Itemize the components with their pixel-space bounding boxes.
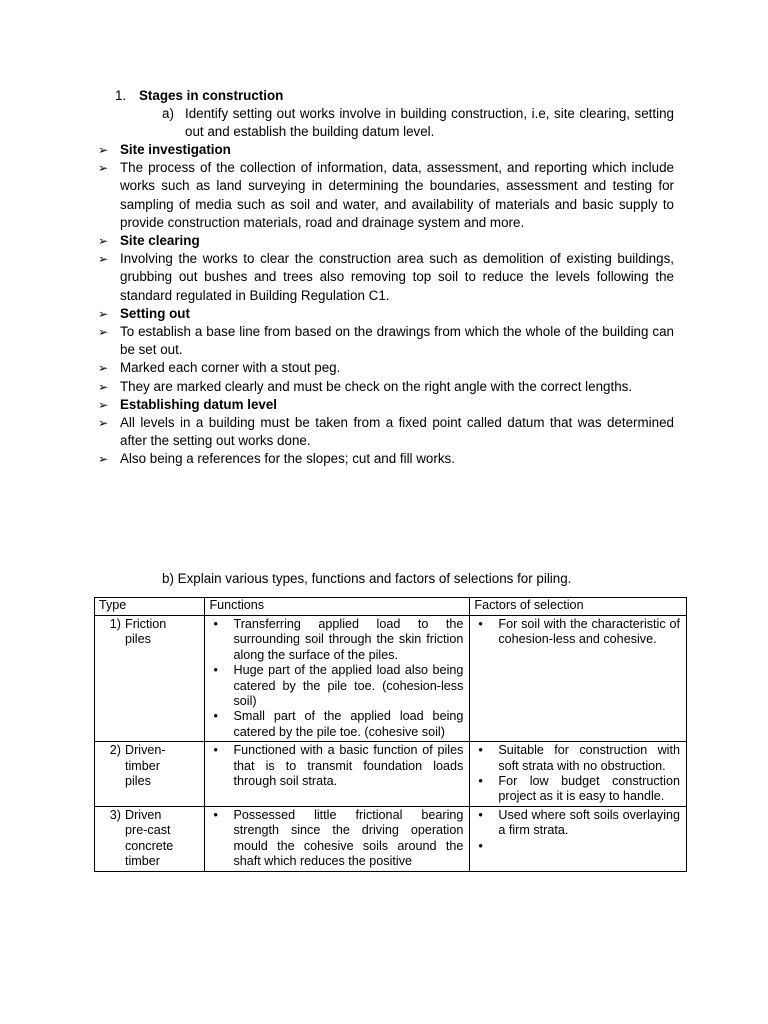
arrow-bullet-icon: ➢: [98, 361, 109, 376]
table-row: [95, 806, 687, 871]
subsection-b-text: Explain various types, functions and factors of selections for piling.: [177, 571, 572, 586]
bullet-text: Site clearing: [120, 233, 200, 249]
subsection-a-label: a): [162, 106, 174, 121]
arrow-bullet-icon: ➢: [98, 234, 109, 249]
bullet-text: All levels in a building must be taken from a fixed point called datum that was determined after the setting out works done.: [120, 415, 674, 449]
bullet-text: The process of the collection of information, data, assessment, and reporting which include works such as land surveying in determining the boundaries, assessment and testing for sampling of media such as soil and water, and availability of materials and basic supply to provide construction materials, road and drainage system and more.: [120, 160, 674, 230]
subsection-a: [162, 105, 674, 141]
type-cell: [95, 742, 205, 807]
bullet-text: Also being a references for the slopes; cut and fill works.: [120, 451, 455, 467]
functions-list: [209, 808, 463, 870]
list-item: • Functioned with a basic function of piles that is to transmit foundation loads through soil strata.: [209, 743, 463, 789]
arrow-bullet-list: [98, 141, 674, 469]
factors-list: [474, 808, 680, 839]
list-item: [98, 159, 674, 232]
type-cell: [95, 616, 205, 742]
list-item: • For low budget construction project as it is easy to handle.: [474, 774, 680, 805]
pile-type-name: Driven pre-cast concrete timber: [125, 807, 174, 869]
arrow-bullet-icon: ➢: [98, 397, 109, 412]
subsection-b-label: b): [162, 571, 174, 586]
section-heading: [115, 87, 283, 105]
arrow-bullet-icon: ➢: [98, 252, 109, 267]
list-item: [98, 378, 674, 396]
table-row: [95, 742, 687, 807]
functions-cell: [205, 616, 470, 742]
row-number: 1): [109, 617, 121, 631]
list-item: [98, 323, 674, 359]
bullet-text: Involving the works to clear the construction area such as demolition of existing buildings, grubbing out bushes and trees also removing top soil to reduce the levels following the standard regulated in Building Regulation C1.: [120, 251, 674, 303]
list-item: • For soil with the characteristic of cohesion-less and cohesive.: [474, 617, 680, 648]
factors-cell: [470, 616, 687, 742]
subsection-a-text: Identify setting out works involve in building construction, i.e, site clearing, setting out and establish the building datum level.: [185, 106, 674, 140]
header-type: Type: [95, 598, 205, 616]
arrow-bullet-icon: ➢: [98, 416, 109, 431]
subsection-b: [162, 570, 571, 588]
bullet-text: They are marked clearly and must be check on the right angle with the correct lengths.: [120, 378, 633, 394]
factors-cell: [470, 742, 687, 807]
piling-table: [94, 597, 687, 872]
arrow-bullet-icon: ➢: [98, 143, 109, 157]
bullet-heading: [98, 396, 674, 414]
table-header-row: [95, 598, 687, 616]
arrow-bullet-icon: ➢: [98, 306, 109, 321]
bullet-text: Setting out: [120, 305, 190, 321]
factors-list: [474, 743, 680, 805]
bullet-heading: [98, 141, 674, 159]
bullet-heading: [98, 232, 674, 250]
arrow-bullet-icon: ➢: [98, 161, 109, 176]
type-cell: [95, 806, 205, 871]
list-item: [98, 414, 674, 450]
row-number: 2): [109, 743, 121, 758]
list-item: [98, 250, 674, 305]
header-functions: Functions: [205, 598, 470, 616]
section-title: Stages in construction: [139, 88, 284, 103]
factors-list: [474, 617, 680, 648]
list-item: • Suitable for construction with soft strata with no obstruction.: [474, 743, 680, 774]
functions-cell: [205, 806, 470, 871]
list-item: • Huge part of the applied load also being catered by the pile toe. (cohesion-less soil): [209, 663, 463, 709]
bullet-heading: [98, 305, 674, 323]
list-item: [98, 359, 674, 377]
section-number: 1.: [115, 88, 127, 103]
functions-list: [209, 743, 463, 789]
bullet-text: To establish a base line from based on the drawings from which the whole of the building can be set out.: [120, 324, 674, 358]
bullet-text: Establishing datum level: [120, 396, 278, 412]
pile-type-name: Driven-timber piles: [125, 743, 166, 789]
list-item: • Transferring applied load to the surrounding soil through the skin friction along the surface of the piles.: [209, 617, 463, 663]
bullet-text: Marked each corner with a stout peg.: [120, 360, 341, 376]
list-item: • Small part of the applied load being catered by the pile toe. (cohesive soil): [209, 709, 463, 740]
functions-cell: [205, 742, 470, 807]
functions-list: [209, 617, 463, 740]
arrow-bullet-icon: ➢: [98, 452, 109, 467]
list-item: • Possessed little frictional bearing strength since the driving operation mould the cohesive soils around the shaft which reduces the positive: [209, 808, 463, 870]
list-item: [98, 450, 674, 468]
arrow-bullet-icon: ➢: [98, 379, 109, 394]
table-row: [95, 616, 687, 742]
bullet-text: Site investigation: [120, 142, 231, 157]
arrow-bullet-icon: ➢: [98, 325, 109, 340]
header-factors: Factors of selection: [470, 598, 687, 616]
list-item: • Used where soft soils overlaying a firm strata.: [474, 808, 680, 839]
factors-cell: [470, 806, 687, 871]
pile-type-name: Friction piles: [125, 617, 167, 647]
row-number: 3): [109, 807, 121, 822]
